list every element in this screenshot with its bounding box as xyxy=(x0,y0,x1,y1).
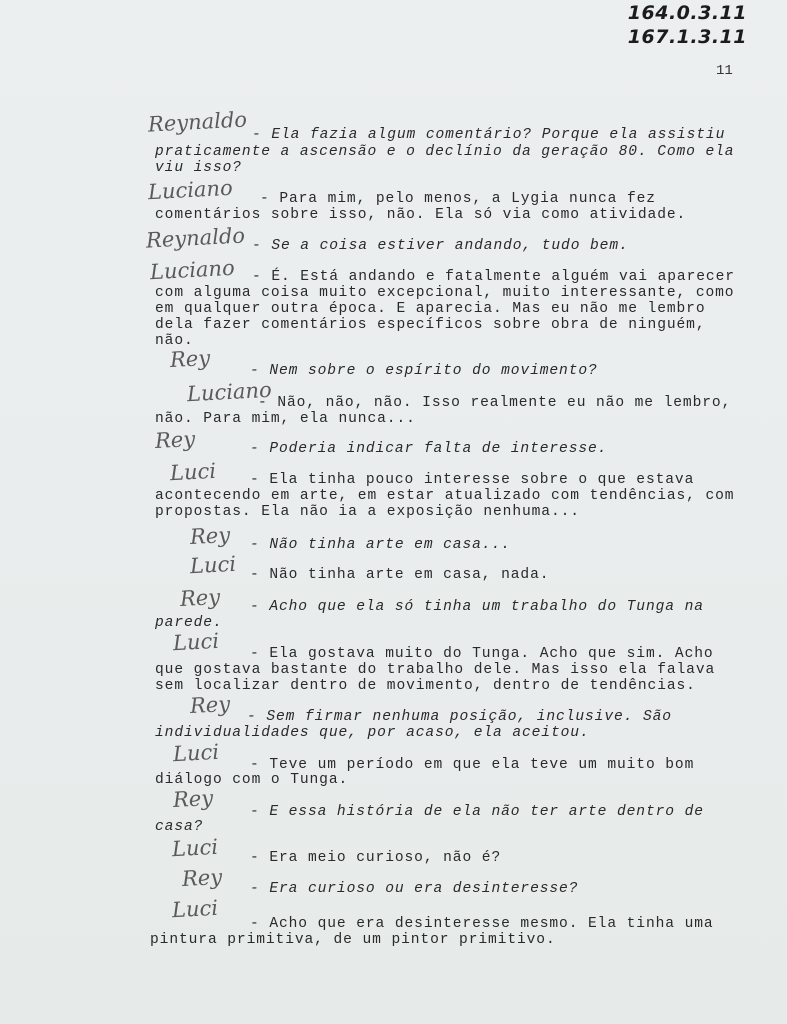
speaker-handwritten: Luci xyxy=(172,739,220,767)
transcript-line: - Ela gostava muito do Tunga. Acho que sim. Acho xyxy=(250,646,714,662)
speaker-handwritten: Rey xyxy=(189,691,231,719)
transcript-line: - Era meio curioso, não é? xyxy=(250,850,502,866)
transcript-line: que gostava bastante do trabalho dele. Mas isso ela falava xyxy=(155,662,716,678)
transcript-line: - Teve um período em que ela teve um muito bom xyxy=(250,757,695,773)
transcript-line: com alguma coisa muito excepcional, muito interessante, como xyxy=(155,285,735,301)
speaker-handwritten: Rey xyxy=(189,522,231,550)
transcript-line: casa? xyxy=(155,819,204,835)
speaker-handwritten: Luci xyxy=(171,895,219,923)
transcript-line: pintura primitiva, de um pintor primitivo. xyxy=(150,932,556,948)
transcript-line: - E essa história de ela não ter arte dentro de xyxy=(250,804,704,820)
speaker-handwritten: Rey xyxy=(172,785,214,813)
transcript-line: - Poderia indicar falta de interesse. xyxy=(250,441,608,457)
transcript-line: - Se a coisa estiver andando, tudo bem. xyxy=(252,238,629,254)
speaker-handwritten: Rey xyxy=(154,426,196,454)
speaker-handwritten: Luci xyxy=(172,628,220,656)
transcript-line: diálogo com o Tunga. xyxy=(155,772,349,788)
transcript-line: viu isso? xyxy=(155,160,242,176)
transcript-line: - Ela fazia algum comentário? Porque ela assistiu xyxy=(252,127,726,143)
transcript-line: comentários sobre isso, não. Ela só via como atividade. xyxy=(155,207,687,223)
archive-ref-code: 167.1.3.11 xyxy=(627,26,747,48)
transcript-line: - Era curioso ou era desinteresse? xyxy=(250,881,579,897)
transcript-line: não. xyxy=(155,333,194,349)
transcript-line: - Acho que ela só tinha um trabalho do Tunga na xyxy=(250,599,704,615)
speaker-handwritten: Luci xyxy=(189,551,237,579)
transcript-line: - Não, não, não. Isso realmente eu não me lembro, xyxy=(258,395,732,411)
transcript-line: - Acho que era desinteresse mesmo. Ela tinha uma xyxy=(250,916,714,932)
speaker-handwritten: Reynaldo xyxy=(145,223,246,253)
speaker-handwritten: Reynaldo xyxy=(147,107,248,137)
speaker-handwritten: Rey xyxy=(169,345,211,373)
transcript-line: em qualquer outra época. E aparecia. Mas eu não me lembro xyxy=(155,301,706,317)
transcript-line: - Sem firmar nenhuma posição, inclusive. São xyxy=(247,709,672,725)
transcript-line: - Ela tinha pouco interesse sobre o que estava xyxy=(250,472,695,488)
transcript-line: parede. xyxy=(155,615,223,631)
transcript-line: não. Para mim, ela nunca... xyxy=(155,411,416,427)
transcript-line: - Não tinha arte em casa, nada. xyxy=(250,567,550,583)
speaker-handwritten: Rey xyxy=(179,584,221,612)
transcript-line: - É. Está andando e fatalmente alguém vai aparecer xyxy=(252,269,735,285)
transcript-line: individualidades que, por acaso, ela aceitou. xyxy=(155,725,590,741)
archive-ref-code: 164.0.3.11 xyxy=(627,2,747,24)
speaker-handwritten: Luciano xyxy=(186,377,273,407)
transcript-line: acontecendo em arte, em estar atualizado com tendências, com xyxy=(155,488,735,504)
speaker-handwritten: Luci xyxy=(169,458,217,486)
transcript-line: praticamente a ascensão e o declínio da geração 80. Como ela xyxy=(155,144,735,160)
transcript-line: - Não tinha arte em casa... xyxy=(250,537,511,553)
transcript-line: - Para mim, pelo menos, a Lygia nunca fez xyxy=(260,191,656,207)
transcript-line: sem localizar dentro de movimento, dentro de tendências. xyxy=(155,678,696,694)
speaker-handwritten: Rey xyxy=(181,864,223,892)
page-number: 11 xyxy=(716,63,733,79)
speaker-handwritten: Luci xyxy=(171,834,219,862)
transcript-line: - Nem sobre o espírito do movimento? xyxy=(250,363,598,379)
transcript-line: dela fazer comentários específicos sobre obra de ninguém, xyxy=(155,317,706,333)
speaker-handwritten: Luciano xyxy=(149,255,236,285)
transcript-line: propostas. Ela não ia a exposição nenhuma... xyxy=(155,504,580,520)
speaker-handwritten: Luciano xyxy=(147,175,234,205)
